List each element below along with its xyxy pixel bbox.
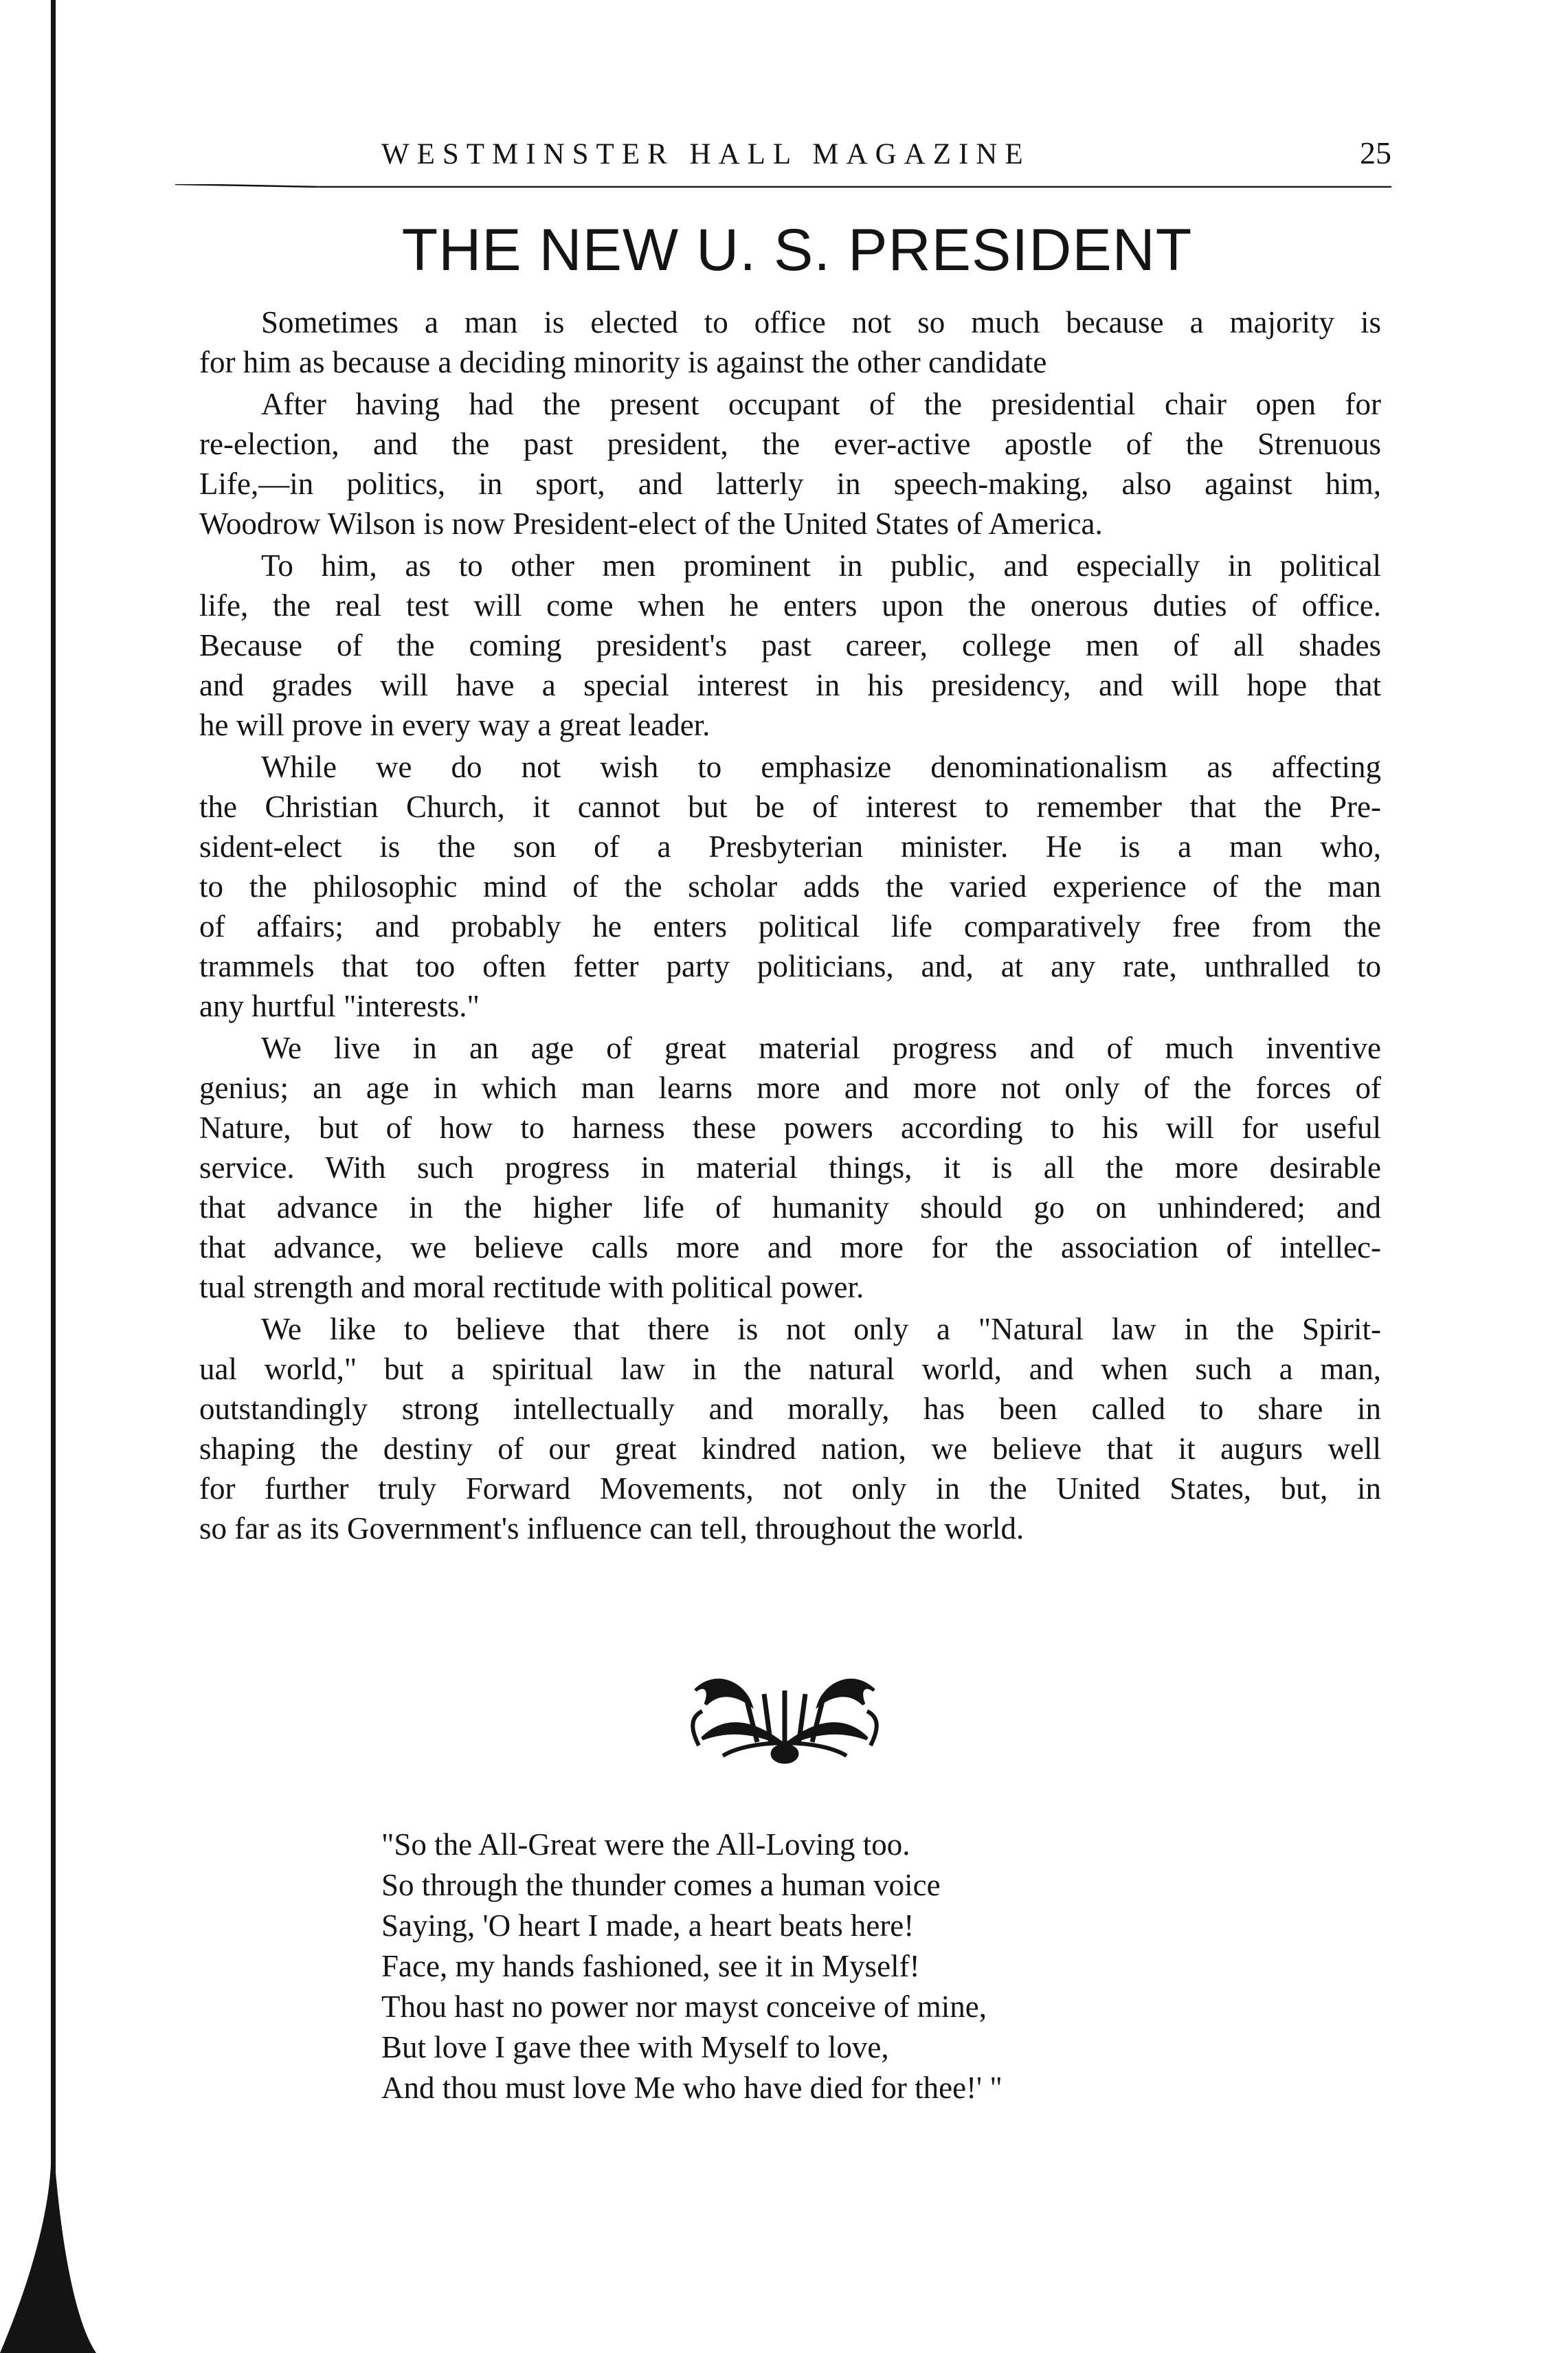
paragraph-line: genius; an age in which man learns more and more not only of the forces of	[199, 1071, 1381, 1105]
poem-line: "So the All-Great were the All-Loving too.	[381, 1827, 910, 1862]
paragraph-line: so far as its Government's influence can tell, throughout the world.	[199, 1511, 1024, 1546]
magazine-title: WESTMINSTER HALL MAGAZINE	[381, 138, 1031, 170]
poem-line: Face, my hands fashioned, see it in Myself!	[381, 1949, 920, 1983]
paragraph-line: of affairs; and probably he enters political life comparatively free from the	[199, 909, 1381, 944]
paragraph-line: shaping the destiny of our great kindred nation, we believe that it augurs well	[199, 1431, 1381, 1466]
article-paragraph	[199, 1028, 1381, 1307]
poem-line: Saying, 'O heart I made, a heart beats here!	[381, 1908, 915, 1943]
paragraph-line: Woodrow Wilson is now President-elect of the United States of America.	[199, 506, 1103, 541]
paragraph-line: for him as because a deciding minority is against the other candidate	[199, 345, 1047, 379]
article-body	[199, 302, 1381, 1550]
article-paragraph	[199, 384, 1381, 544]
floral-ornament-icon	[682, 1663, 888, 1766]
paragraph-line: Nature, but of how to harness these powers according to his will for useful	[199, 1111, 1381, 1145]
poem-line: But love I gave thee with Myself to love,	[381, 2030, 889, 2064]
paragraph-line: sident-elect is the son of a Presbyterian minister. He is a man who,	[199, 829, 1381, 864]
article-paragraph	[199, 546, 1381, 745]
paragraph-line: Sometimes a man is elected to office not so much because a majority is	[261, 305, 1381, 339]
running-header	[175, 131, 1391, 186]
paragraph-line: to the philosophic mind of the scholar adds the varied experience of the man	[199, 869, 1381, 904]
paragraph-line: After having had the present occupant of the presidential chair open for	[261, 387, 1381, 421]
paragraph-line: tual strength and moral rectitude with political power.	[199, 1270, 864, 1304]
article-paragraph	[199, 302, 1381, 382]
paragraph-line: trammels that too often fetter party politicians, and, at any rate, unthralled to	[199, 949, 1381, 983]
paragraph-line: While we do not wish to emphasize denominationalism as affecting	[261, 750, 1381, 784]
article-title: THE NEW U. S. PRESIDENT	[401, 217, 1193, 283]
poem-line: Thou hast no power nor mayst conceive of mine,	[381, 1989, 987, 2024]
paragraph-line: he will prove in every way a great leader.	[199, 708, 710, 742]
paragraph-line: Because of the coming president's past career, college men of all shades	[199, 628, 1381, 662]
page-edge-line	[51, 0, 56, 2353]
page-number: 25	[1360, 135, 1391, 170]
paragraph-line: ual world," but a spiritual law in the natural world, and when such a man,	[199, 1352, 1381, 1386]
poem-quote	[381, 1825, 1343, 2108]
paragraph-line: life, the real test will come when he enters upon the onerous duties of office.	[199, 588, 1381, 623]
paragraph-line: Life,—in politics, in sport, and latterly in speech-making, also against him,	[199, 467, 1381, 501]
poem-line: And thou must love Me who have died for thee!' "	[381, 2071, 1003, 2105]
page-corner-shadow	[0, 2165, 96, 2353]
header-rule	[175, 184, 1391, 188]
article-paragraph	[199, 747, 1381, 1026]
paragraph-line: and grades will have a special interest in his presidency, and will hope that	[199, 668, 1381, 702]
paragraph-line: that advance in the higher life of humanity should go on unhindered; and	[199, 1190, 1381, 1225]
paragraph-line: We live in an age of great material progress and of much inventive	[261, 1031, 1381, 1065]
paragraph-line: for further truly Forward Movements, not only in the United States, but, in	[199, 1471, 1381, 1506]
paragraph-line: that advance, we believe calls more and more for the association of intellec-	[199, 1230, 1381, 1264]
paragraph-line: outstandingly strong intellectually and morally, has been called to share in	[199, 1392, 1381, 1426]
paragraph-line: the Christian Church, it cannot but be of interest to remember that the Pre-	[199, 790, 1381, 824]
paragraph-line: any hurtful "interests."	[199, 989, 480, 1023]
poem-line: So through the thunder comes a human voice	[381, 1868, 941, 1902]
paragraph-line: re-election, and the past president, the ever-active apostle of the Strenuous	[199, 427, 1381, 461]
paragraph-line: We like to believe that there is not only a "Natural law in the Spirit-	[261, 1312, 1381, 1346]
paragraph-line: To him, as to other men prominent in public, and especially in political	[261, 548, 1381, 583]
paragraph-line: service. With such progress in material things, it is all the more desirable	[199, 1150, 1381, 1185]
article-paragraph	[199, 1309, 1381, 1548]
